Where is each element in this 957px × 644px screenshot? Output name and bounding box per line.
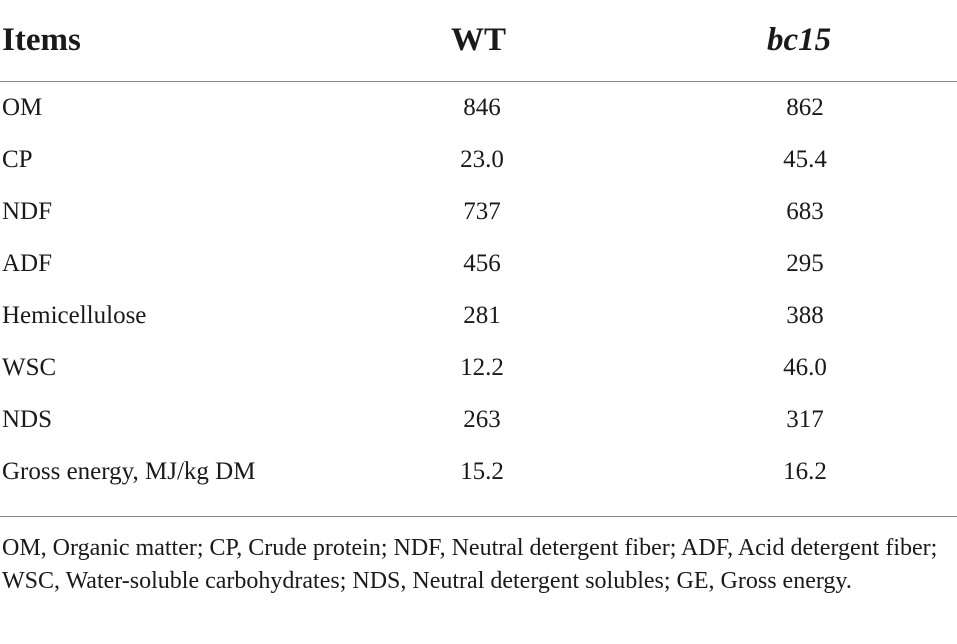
- table-row: [0, 446, 957, 498]
- table-row: [0, 134, 957, 186]
- row-wt-cell: 263: [463, 406, 501, 433]
- row-bc15-cell: 45.4: [783, 146, 827, 173]
- table-row: [0, 394, 957, 446]
- column-header-bc15: bc15: [767, 22, 832, 58]
- row-wt-cell: 15.2: [460, 458, 504, 485]
- row-bc15-cell: 317: [786, 406, 824, 433]
- table-bottom-divider: [0, 516, 957, 517]
- row-bc15-cell: 46.0: [783, 354, 827, 381]
- table-row: [0, 82, 957, 134]
- row-item-cell: ADF: [2, 250, 53, 277]
- row-wt-cell: 846: [463, 94, 501, 121]
- row-item-cell: Gross energy, MJ/kg DM: [2, 458, 256, 485]
- row-item-cell: NDS: [2, 406, 53, 433]
- row-wt-cell: 456: [463, 250, 501, 277]
- row-bc15-cell: 683: [786, 198, 824, 225]
- table-header-row: [0, 0, 957, 82]
- column-header-items: Items: [2, 22, 81, 58]
- table-row: [0, 290, 957, 342]
- table-row: [0, 342, 957, 394]
- table-footnote: OM, Organic matter; CP, Crude protein; NDF, Neutral detergent fiber; ADF, Acid detergent fiber; WSC, Water-soluble carbohydrates; NDS, Neutral detergent solubles; GE, Gross energy.: [2, 535, 938, 594]
- column-header-wt: WT: [451, 22, 507, 58]
- row-bc15-cell: 295: [786, 250, 824, 277]
- row-wt-cell: 12.2: [460, 354, 504, 381]
- row-bc15-cell: 16.2: [783, 458, 827, 485]
- row-item-cell: NDF: [2, 198, 53, 225]
- row-wt-cell: 281: [463, 302, 501, 329]
- row-bc15-cell: 862: [786, 94, 824, 121]
- table-row: [0, 186, 957, 238]
- table-row: [0, 238, 957, 290]
- row-item-cell: OM: [2, 94, 43, 121]
- row-item-cell: Hemicellulose: [2, 302, 147, 329]
- row-wt-cell: 23.0: [460, 146, 504, 173]
- row-item-cell: WSC: [2, 354, 57, 381]
- row-item-cell: CP: [2, 146, 33, 173]
- row-wt-cell: 737: [463, 198, 501, 225]
- row-bc15-cell: 388: [786, 302, 824, 329]
